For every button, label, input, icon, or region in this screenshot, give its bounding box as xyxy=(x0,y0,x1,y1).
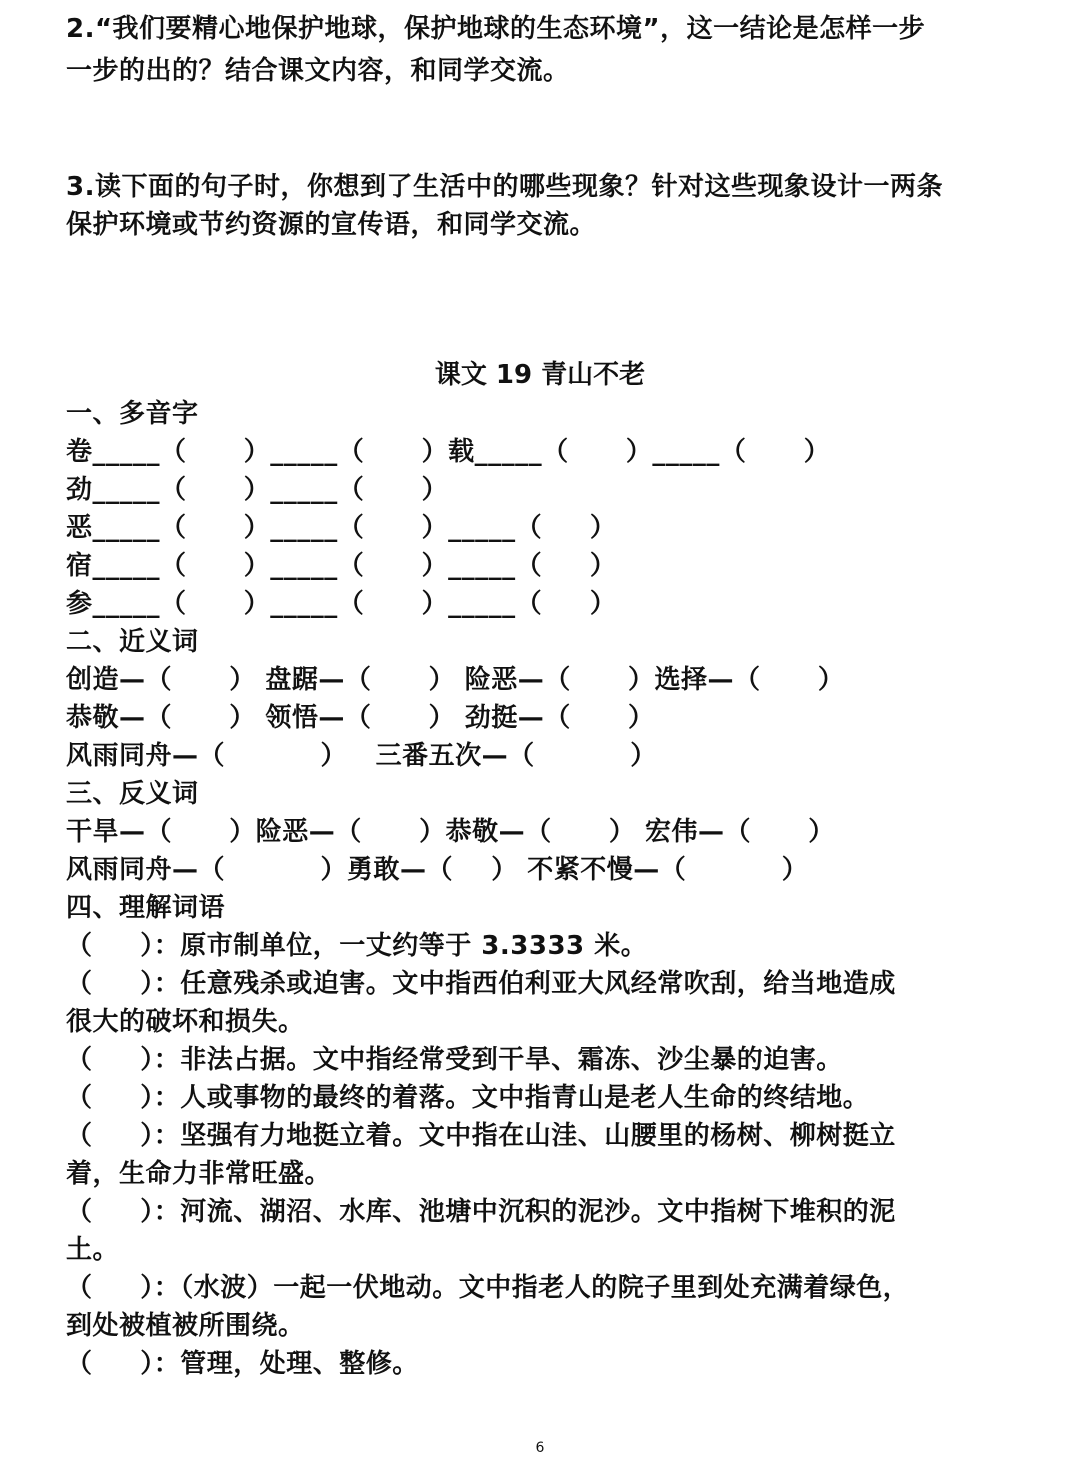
section-heading-synonyms: 二、近义词 xyxy=(66,627,199,657)
section-heading-antonyms: 三、反义词 xyxy=(66,779,199,809)
question-2-line-1: 2.“我们要精心地保护地球，保护地球的生态环境”，这一结论是怎样一步 xyxy=(66,14,926,44)
section-heading-vocabulary: 四、理解词语 xyxy=(66,893,226,923)
vocabulary-item: （ ）：坚强有力地挺立着。文中指在山洼、山腰里的杨树、柳树挺立 xyxy=(66,1121,896,1151)
polyphonic-row: 恶_____（ ）_____（ ）_____（ ） xyxy=(66,513,617,543)
lesson-title: 课文 19 青山不老 xyxy=(434,360,646,390)
synonym-row: 风雨同舟—（ ） 三番五次—（ ） xyxy=(66,741,657,771)
section-heading-polyphonic: 一、多音字 xyxy=(66,399,199,429)
vocabulary-item: （ ）：河流、湖沼、水库、池塘中沉积的泥沙。文中指树下堆积的泥 xyxy=(66,1197,896,1227)
vocabulary-item: （ ）：人或事物的最终的着落。文中指青山是老人生命的终结地。 xyxy=(66,1083,870,1113)
vocabulary-item: （ ）：任意残杀或迫害。文中指西伯利亚大风经常吹刮，给当地造成 xyxy=(66,969,896,999)
vocabulary-item: （ ）：非法占据。文中指经常受到干旱、霜冻、沙尘暴的迫害。 xyxy=(66,1045,843,1075)
synonym-row: 创造—（ ） 盘踞—（ ） 险恶—（ ）选择—（ ） xyxy=(66,665,845,695)
vocabulary-item: （ ）：（水波）一起一伏地动。文中指老人的院子里到处充满着绿色， xyxy=(66,1273,910,1303)
vocabulary-item-continuation: 着，生命力非常旺盛。 xyxy=(66,1159,332,1189)
question-3-line-2: 保护环境或节约资源的宣传语，和同学交流。 xyxy=(66,210,597,240)
question-3-line-1: 3.读下面的句子时，你想到了生活中的哪些现象？针对这些现象设计一两条 xyxy=(66,172,943,202)
polyphonic-row: 劲_____（ ）_____（ ） xyxy=(66,475,449,505)
vocabulary-item-continuation: 很大的破坏和损失。 xyxy=(66,1007,305,1037)
polyphonic-row: 卷_____（ ）_____（ ）载_____（ ）_____（ ） xyxy=(66,437,831,467)
antonym-row: 干旱—（ ）险恶—（ ）恭敬—（ ） 宏伟—（ ） xyxy=(66,817,835,847)
page-number: 6 xyxy=(535,1440,545,1456)
synonym-row: 恭敬—（ ） 领悟—（ ） 劲挺—（ ） xyxy=(66,703,655,733)
vocabulary-item: （ ）：管理，处理、整修。 xyxy=(66,1349,419,1379)
polyphonic-row: 参_____（ ）_____（ ）_____（ ） xyxy=(66,589,617,619)
vocabulary-item-continuation: 到处被植被所围绕。 xyxy=(66,1311,305,1341)
vocabulary-item: （ ）：原市制单位，一丈约等于 3.3333 米。 xyxy=(66,931,648,961)
antonym-row: 风雨同舟—（ ）勇敢—（ ） 不紧不慢—（ ） xyxy=(66,855,809,885)
question-2-line-2: 一步的出的？结合课文内容，和同学交流。 xyxy=(66,56,570,86)
vocabulary-item-continuation: 土。 xyxy=(66,1235,120,1265)
polyphonic-row: 宿_____（ ）_____（ ）_____（ ） xyxy=(66,551,617,581)
